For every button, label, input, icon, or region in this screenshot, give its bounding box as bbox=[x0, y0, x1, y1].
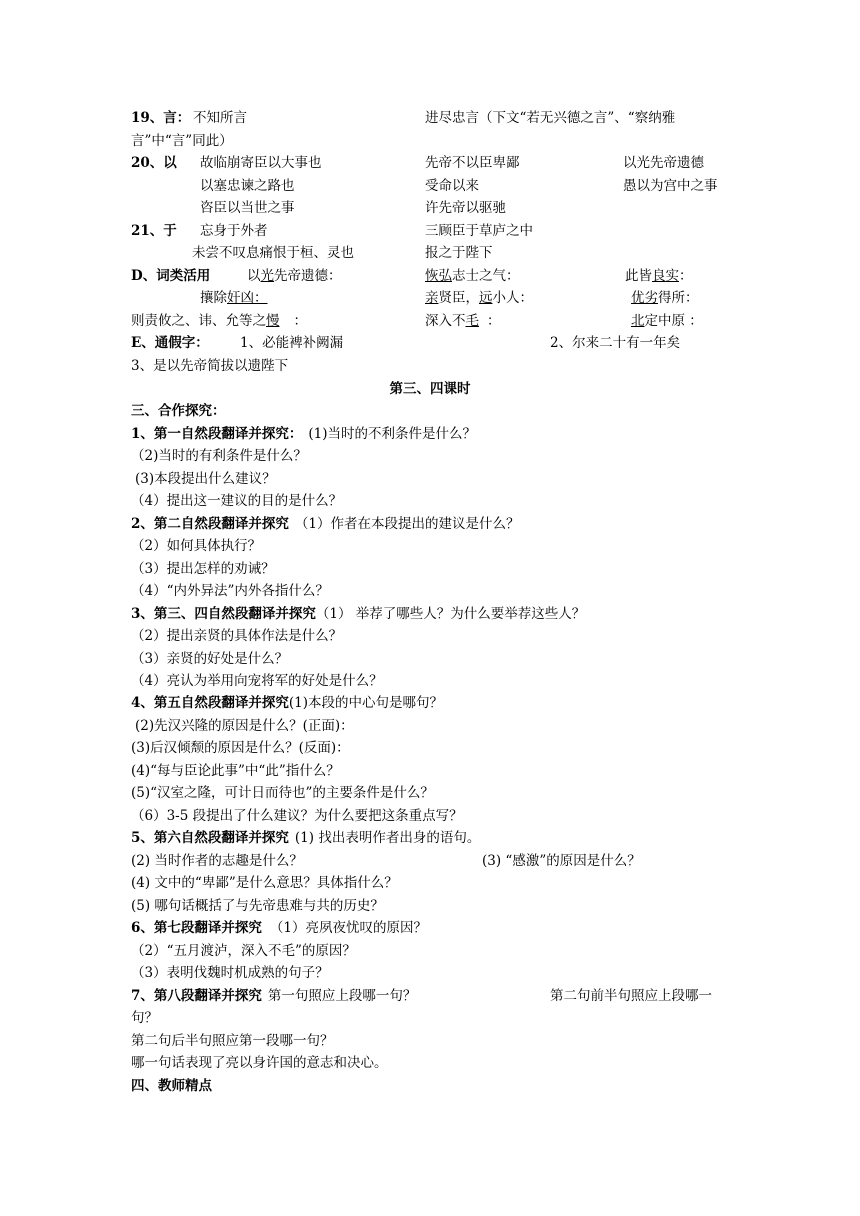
question-2-sub-4: （4）“内外异法”内外各指什么？ bbox=[131, 583, 329, 599]
loan-char-item-2: 2、尔来二十有一年矣 bbox=[550, 335, 681, 351]
question-4-sub-3: (3)后汉倾颓的原因是什么？(反面)： bbox=[131, 740, 350, 756]
question-3-sub-4: （4）亮认为举用向宠将军的好处是什么？ bbox=[131, 673, 383, 689]
question-6-sub-3: （3）表明伐魏时机成熟的句子？ bbox=[131, 965, 329, 981]
question-4: 4、第五自然段翻译并探究(1)本段的中心句是哪句？ bbox=[131, 695, 444, 711]
loan-char-heading: E、通假字： bbox=[131, 335, 209, 351]
question-5-sub-2: (2) 当时作者的志趣是什么？ bbox=[131, 853, 303, 869]
word-class-item-3: 此皆良实： bbox=[625, 268, 693, 284]
question-5-sub-5: (5) 哪句话概括了与先帝患难与共的历史？ bbox=[131, 898, 384, 914]
question-1-sub-3: (3)本段提出什么建议？ bbox=[135, 471, 276, 487]
item-20-label: 20、以 bbox=[131, 155, 177, 171]
item-20-r2b: 受命以来 bbox=[425, 178, 479, 194]
word-class-item-4: 攘除奸凶： bbox=[200, 290, 268, 306]
item-19-example-a: 不知所言 bbox=[193, 110, 247, 126]
item-19-example-b: 进尽忠言（下文“若无兴德之言”、“察纳雅 bbox=[425, 110, 676, 126]
item-21-r1a: 忘身于外者 bbox=[200, 223, 268, 239]
item-20-r1a: 故临崩寄臣以大事也 bbox=[200, 155, 322, 171]
word-class-item-6: 优劣得所： bbox=[631, 290, 699, 306]
item-19-label: 19、言： bbox=[131, 110, 191, 126]
question-4-sub-5: (5)“汉室之隆，可计日而待也”的主要条件是什么？ bbox=[131, 785, 434, 801]
loan-char-item-1: 1、必能裨补阙漏 bbox=[240, 335, 344, 351]
item-20-r1c: 以光先帝遗德 bbox=[623, 155, 704, 171]
question-5-sub-3: (3) “感激”的原因是什么？ bbox=[482, 853, 641, 869]
question-7: 7、第八段翻译并探究 第一句照应上段哪一句？ bbox=[131, 988, 417, 1004]
question-5: 5、第六自然段翻译并探究 (1) 找出表明作者出身的语句。 bbox=[131, 830, 481, 846]
question-6: 6、第七段翻译并探究 （1）亮夙夜忧叹的原因？ bbox=[131, 920, 427, 936]
question-1: 1、第一自然段翻译并探究： (1)当时的不利条件是什么？ bbox=[131, 426, 477, 442]
word-class-item-2: 恢弘志士之气： bbox=[425, 268, 520, 284]
item-21-label: 21、于 bbox=[131, 223, 177, 239]
question-2-sub-3: （3）提出怎样的劝诫？ bbox=[131, 561, 275, 577]
item-20-r2a: 以塞忠谏之路也 bbox=[200, 178, 295, 194]
word-class-heading: D、词类活用 bbox=[131, 268, 211, 284]
section-title: 第三、四课时 bbox=[389, 381, 471, 397]
part-3-heading: 三、合作探究： bbox=[131, 403, 226, 419]
item-21-r1b: 三顾臣于草庐之中 bbox=[425, 223, 533, 239]
word-class-item-1: 以光先帝遗德： bbox=[247, 268, 342, 284]
question-1-sub-2: （2)当时的有利条件是什么？ bbox=[131, 448, 307, 464]
question-3-sub-3: （3）亲贤的好处是什么？ bbox=[131, 651, 289, 667]
question-3-sub-2: （2）提出亲贤的具体作法是什么？ bbox=[131, 628, 343, 644]
question-7-sub-3: 第二句后半句照应第一段哪一句？ bbox=[131, 1033, 334, 1049]
question-4-sub-4: (4)“每与臣论此事”中“此”指什么？ bbox=[131, 763, 340, 779]
question-7-sub-2-cont: 句？ bbox=[131, 1010, 158, 1026]
question-6-sub-2: （2）“五月渡泸，深入不毛”的原因？ bbox=[131, 943, 356, 959]
item-19-example-b-cont: 言”中“言”同此） bbox=[131, 133, 233, 149]
word-class-item-8: 深入不毛 ： bbox=[425, 313, 501, 329]
word-class-item-9: 北定中原 ： bbox=[631, 313, 703, 329]
question-2: 2、第二自然段翻译并探究 （1）作者在本段提出的建议是什么？ bbox=[131, 516, 520, 532]
item-21-r2b: 报之于陛下 bbox=[425, 245, 493, 261]
question-2-sub-2: （2）如何具体执行？ bbox=[131, 538, 262, 554]
question-7-sub-4: 哪一句话表现了亮以身许国的意志和决心。 bbox=[131, 1055, 388, 1071]
item-20-r3a: 咨臣以当世之事 bbox=[200, 200, 295, 216]
question-1-sub-4: （4）提出这一建议的目的是什么？ bbox=[131, 493, 343, 509]
question-7-sub-2: 第二句前半句照应上段哪一 bbox=[550, 988, 712, 1004]
question-4-sub-2: (2)先汉兴隆的原因是什么？(正面)： bbox=[135, 718, 354, 734]
loan-char-item-3: 3、是以先帝简拔以遗陛下 bbox=[131, 358, 289, 374]
question-4-sub-6: （6）3-5 段提出了什么建议？为什么要把这条重点写？ bbox=[131, 808, 463, 824]
item-20-r2c: 愚以为宫中之事 bbox=[623, 178, 718, 194]
question-5-sub-4: (4) 文中的“卑鄙”是什么意思？具体指什么？ bbox=[131, 875, 398, 891]
word-class-item-7: 则责攸之、讳、允等之慢 ： bbox=[131, 313, 307, 329]
item-20-r1b: 先帝不以臣卑鄙 bbox=[425, 155, 520, 171]
question-3: 3、第三、四自然段翻译并探究（1） 举荐了哪些人？为什么要举荐这些人？ bbox=[131, 606, 586, 622]
word-class-item-5: 亲贤臣，远小人： bbox=[425, 290, 533, 306]
item-21-r2a: 未尝不叹息痛恨于桓、灵也 bbox=[192, 245, 354, 261]
part-4-heading: 四、教师精点 bbox=[131, 1078, 212, 1094]
item-20-r3b: 许先帝以驱驰 bbox=[425, 200, 506, 216]
